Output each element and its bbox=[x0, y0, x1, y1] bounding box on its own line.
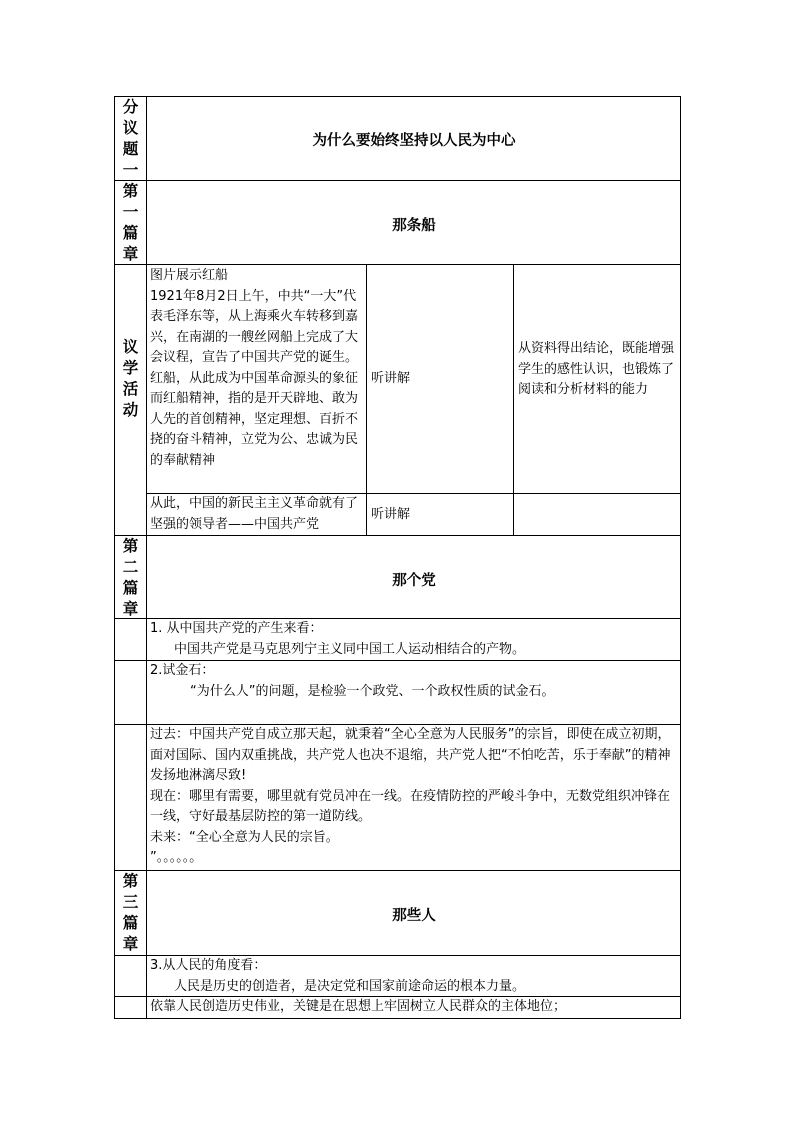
timeline-present: 现在：哪里有需要，哪里就有党员冲在一线。在疫情防控的严峻斗争中，无数党组织冲锋在一线，守好最基层防控的第一道防线。 bbox=[150, 788, 671, 824]
chapter-title: 那些人 bbox=[392, 908, 436, 924]
closing-line: 依靠人民创造历史伟业，关键是在思想上牢固树立人民群众的主体地位； bbox=[150, 999, 567, 1014]
label-char: 议 bbox=[122, 119, 139, 137]
point-body: 人民是历史的创造者，是决定党和国家前途命运的根本力量。 bbox=[174, 978, 526, 994]
column-divider bbox=[366, 264, 367, 535]
label-char: 第 bbox=[122, 182, 139, 200]
point-block bbox=[150, 619, 678, 660]
label-char: 二 bbox=[122, 558, 139, 576]
point-heading: 1. 从中国共产党的产生来看： bbox=[150, 621, 323, 636]
activity-content bbox=[150, 266, 362, 471]
label-char: 章 bbox=[122, 600, 139, 618]
student-activity: 听讲解 bbox=[371, 371, 411, 386]
point-heading: 3.从人民的角度看： bbox=[150, 958, 267, 973]
point-heading: 2.试金石： bbox=[150, 663, 215, 678]
label-char: 一 bbox=[122, 203, 139, 221]
label-char: 议 bbox=[122, 338, 139, 356]
label-char: 学 bbox=[122, 359, 139, 377]
label-char: 篇 bbox=[122, 914, 139, 932]
student-activity: 听讲解 bbox=[371, 507, 411, 522]
content-paragraph: 而红船精神，指的是开天辟地、敢为人先的首创精神，坚定理想、百折不挠的奋斗精神，立党为公、忠诚为民的奉献精神 bbox=[150, 391, 359, 468]
row-divider bbox=[115, 870, 680, 871]
row-divider bbox=[115, 180, 680, 181]
label-char: 动 bbox=[122, 401, 139, 419]
chapter-title: 那个党 bbox=[392, 573, 436, 589]
chapter-title: 那条船 bbox=[392, 218, 436, 234]
label-char: 分 bbox=[122, 98, 139, 116]
label-char: 章 bbox=[122, 245, 139, 263]
label-char: 一 bbox=[122, 161, 139, 179]
label-char: 活 bbox=[122, 380, 139, 398]
activity-label bbox=[115, 337, 146, 421]
point-body: 中国共产党是马克思列宁主义同中国工人运动相结合的产物。 bbox=[174, 641, 526, 657]
design-intent: 从资料得出结论，既能增强学生的感性认识，也锻炼了阅读和分析材料的能力 bbox=[518, 341, 675, 397]
column-divider bbox=[513, 264, 514, 535]
label-char: 篇 bbox=[122, 579, 139, 597]
label-char: 第 bbox=[122, 872, 139, 890]
section-label bbox=[115, 97, 146, 180]
timeline-block bbox=[150, 725, 678, 869]
row-divider bbox=[115, 264, 680, 265]
label-char: 三 bbox=[122, 893, 139, 911]
timeline-past: 过去：中国共产党自成立那天起，就秉着“全心全意为人民服务”的宗旨，即使在成立初期，面对国际、国内双重挑战，共产党人也决不退缩，共产党人把“不怕吃苦，乐于奉献”的精神发扬地淋漓尽致! bbox=[150, 727, 671, 783]
timeline-ending: ”。。。。。。 bbox=[150, 850, 203, 865]
label-char: 篇 bbox=[122, 224, 139, 242]
lesson-topic-title: 为什么要始终坚持以人民为中心 bbox=[312, 133, 516, 149]
label-char: 第 bbox=[122, 537, 139, 555]
chapter-label bbox=[115, 536, 146, 620]
point-block bbox=[150, 956, 678, 997]
chapter-label bbox=[115, 181, 146, 265]
activity-content: 从此，中国的新民主主义革命就有了坚强的领导者——中国共产党 bbox=[150, 496, 359, 532]
label-char: 题 bbox=[122, 140, 139, 158]
lesson-plan-table bbox=[114, 96, 681, 1019]
label-char: 章 bbox=[122, 935, 139, 953]
point-body: “为什么人”的问题，是检验一个政党、一个政权性质的试金石。 bbox=[190, 683, 555, 699]
chapter-label bbox=[115, 871, 146, 955]
point-block bbox=[150, 661, 678, 702]
content-paragraph: 图片展示红船 bbox=[150, 268, 229, 283]
row-divider bbox=[115, 535, 680, 536]
timeline-future: 未来：“全心全意为人民的宗旨。 bbox=[150, 829, 339, 845]
column-divider bbox=[146, 97, 147, 1018]
content-paragraph: 1921年8月2日上午，中共“一大”代表毛泽东等，从上海乘火车转移到嘉兴，在南湖的一艘丝网船上完成了大会议程，宣告了中国共产党的诞生。红船，从此成为中国革命源头的象征 bbox=[150, 288, 359, 386]
